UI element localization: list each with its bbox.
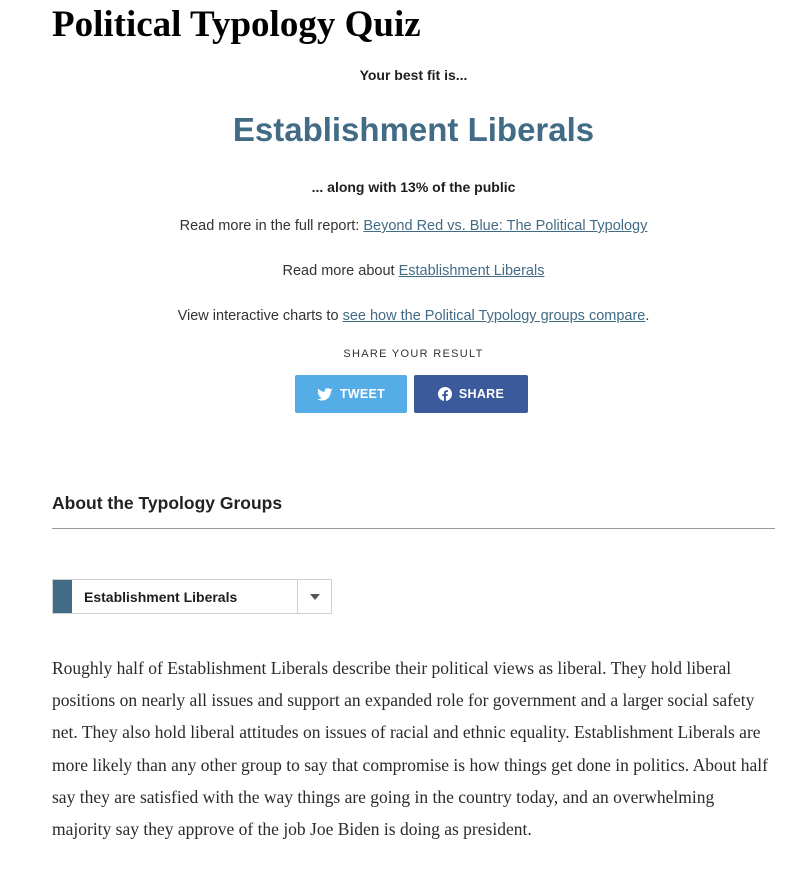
report-link[interactable]: Beyond Red vs. Blue: The Political Typology [363,218,648,234]
charts-link-prefix: View interactive charts to [177,308,343,324]
report-link-prefix: Read more in the full report: [179,218,364,234]
tweet-button-label: TWEET [339,387,386,401]
group-description: Roughly half of Establishment Liberals describe their political views as liberal. They hold liberal positions on nearly all issues and support an expanded role for government and a larger social safety net. They also hold liberal attitudes on issues of racial and ethnic equality. Establishment Liberals are more likely than any other group to say that compromise is how things get done in politics. About half say they are satisfied with the way things are going in the country today, and an overwhelming majority say they approve of the job Joe Biden is doing as president. [52,658,768,840]
page-title: Political Typology Quiz [52,4,421,45]
about-group-link-line [52,261,775,281]
typology-group-select[interactable] [52,579,332,614]
share-result-label: SHARE YOUR RESULT [343,348,484,360]
charts-link-suffix: . [645,308,650,324]
result-group-name: Establishment Liberals [232,111,595,148]
twitter-bird-icon [317,388,333,401]
best-fit-label: Your best fit is... [359,67,468,83]
charts-link[interactable]: see how the Political Typology groups compare [342,308,646,324]
facebook-share-button[interactable] [414,375,528,413]
facebook-icon [438,387,452,401]
public-share-text: ... along with 13% of the public [311,179,516,195]
about-group-link-prefix: Read more about [282,263,399,279]
caret-down-icon[interactable] [297,580,331,613]
section-heading: About the Typology Groups [52,493,283,513]
section-divider [52,528,775,529]
group-color-swatch [53,580,72,613]
report-link-line [52,216,775,236]
tweet-button[interactable] [295,375,407,413]
about-group-link[interactable]: Establishment Liberals [398,263,545,279]
selected-group-value: Establishment Liberals [84,588,238,605]
charts-link-line [52,306,775,326]
share-button-label: SHARE [458,387,505,401]
